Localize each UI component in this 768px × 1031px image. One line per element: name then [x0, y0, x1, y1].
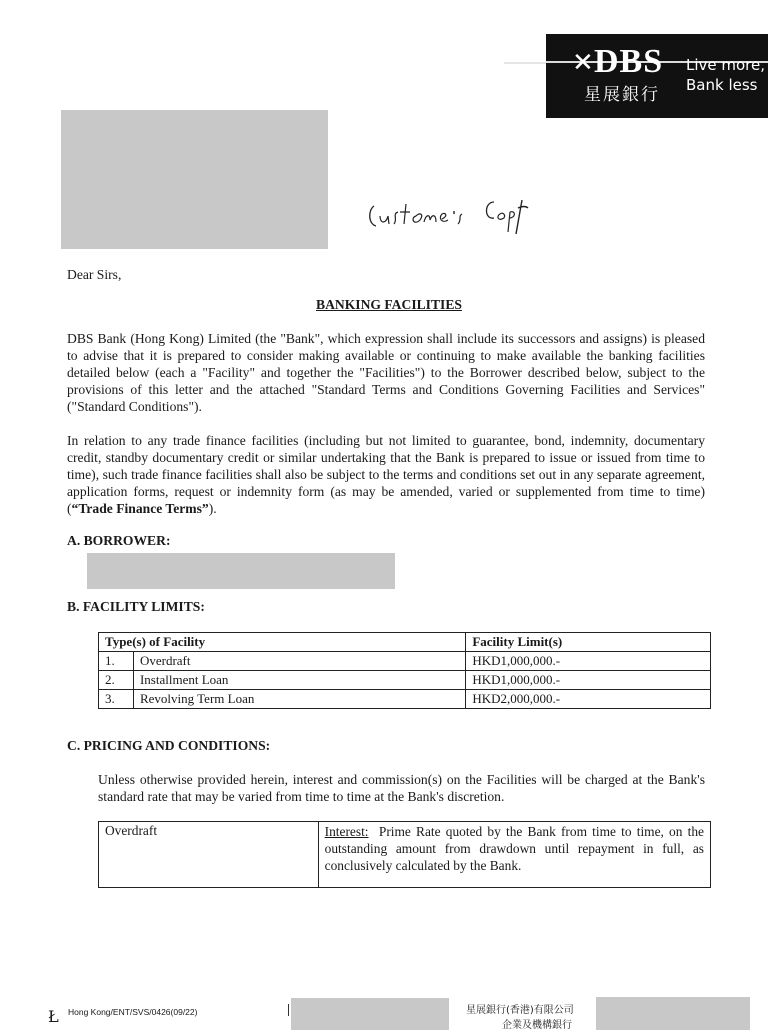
- footer-reference: Hong Kong/ENT/SVS/0426(09/22): [68, 1007, 198, 1017]
- row-number: 3.: [99, 690, 134, 709]
- footer-division-cn: 企業及機構銀行: [502, 1020, 572, 1031]
- trade-finance-end: ).: [208, 501, 217, 516]
- footer-divider-mark: [288, 1004, 289, 1016]
- handwritten-note: [366, 186, 536, 236]
- pricing-row: [99, 822, 711, 888]
- pricing-term-text: Prime Rate quoted by the Bank from time to time, on the outstanding amount from drawdown until repayment in full, as conclusively calculated by the Bank.: [324, 824, 704, 873]
- dbs-logo: [546, 34, 768, 118]
- table-row: [99, 652, 711, 671]
- document-title: BANKING FACILITIES: [316, 297, 462, 312]
- row-number: 2.: [99, 671, 134, 690]
- facility-limits-table: [98, 632, 711, 709]
- row-facility-limit: HKD1,000,000.-: [466, 652, 711, 671]
- row-facility-type: Installment Loan: [133, 671, 465, 690]
- logo-leading-rule: [504, 62, 546, 64]
- pricing-table: [98, 821, 711, 888]
- section-b-heading: B. FACILITY LIMITS:: [67, 599, 205, 614]
- trade-finance-text: In relation to any trade finance facilities (including but not limited to guarantee, bond, indemnity, documentary credit, standby documentary credit or similar undertaking that the Bank is prepared to issue or issued from time to time), such trade finance facilities shall also be subject to the terms and conditions set out in any separate agreement, application forms, request or indemnity form (as may be amended, varied or supplemented from time to time) (: [67, 433, 705, 516]
- row-facility-limit: HKD1,000,000.-: [466, 671, 711, 690]
- row-facility-type: Revolving Term Loan: [133, 690, 465, 709]
- intro-paragraph: DBS Bank (Hong Kong) Limited (the "Bank", which expression shall include its successors and assigns) is pleased to advise that it is prepared to consider making available or continuing to make available the banking facilities detailed below (each a "Facility" and together the "Facilities") to the Borrower described below, subject to the provisions of this letter and the attached "Standard Terms and Conditions Governing Facilities and Services" ("Standard Conditions").: [67, 331, 705, 414]
- table-row: [99, 671, 711, 690]
- pricing-intro: Unless otherwise provided herein, interest and commission(s) on the Facilities will be charged at the Bank's standard rate that may be varied from time to time at the Bank's discretion.: [98, 772, 705, 804]
- row-facility-limit: HKD2,000,000.-: [466, 690, 711, 709]
- header-facility-limit: Facility Limit(s): [466, 633, 711, 652]
- table-header-row: [99, 633, 711, 652]
- logo-chinese-name: 星展銀行: [584, 85, 660, 105]
- greeting: Dear Sirs,: [67, 267, 122, 282]
- pricing-terms: [318, 822, 710, 888]
- row-number: 1.: [99, 652, 134, 671]
- pricing-facility: Overdraft: [99, 822, 319, 888]
- logo-brand: DBS: [594, 43, 664, 80]
- header-facility-type: Type(s) of Facility: [99, 633, 466, 652]
- trade-finance-terms-bold: “Trade Finance Terms”: [71, 501, 209, 516]
- trade-finance-paragraph: [67, 432, 705, 517]
- redacted-footer-middle: [291, 998, 449, 1030]
- handwritten-initial: Ł: [48, 1007, 59, 1026]
- redacted-address-block: [61, 110, 328, 249]
- pricing-term-label: Interest:: [324, 824, 369, 839]
- logo-tagline-2: Bank less: [686, 76, 758, 94]
- redacted-footer-right: [596, 997, 750, 1030]
- redacted-borrower-name: [87, 553, 395, 589]
- row-facility-type: Overdraft: [133, 652, 465, 671]
- dbs-star-icon: ✕: [572, 48, 594, 78]
- logo-tagline-1: Live more,: [686, 56, 766, 74]
- section-a-heading: A. BORROWER:: [67, 533, 171, 548]
- table-row: [99, 690, 711, 709]
- footer-bank-name-cn: 星展銀行(香港)有限公司: [466, 1005, 574, 1016]
- section-c-heading: C. PRICING AND CONDITIONS:: [67, 738, 271, 753]
